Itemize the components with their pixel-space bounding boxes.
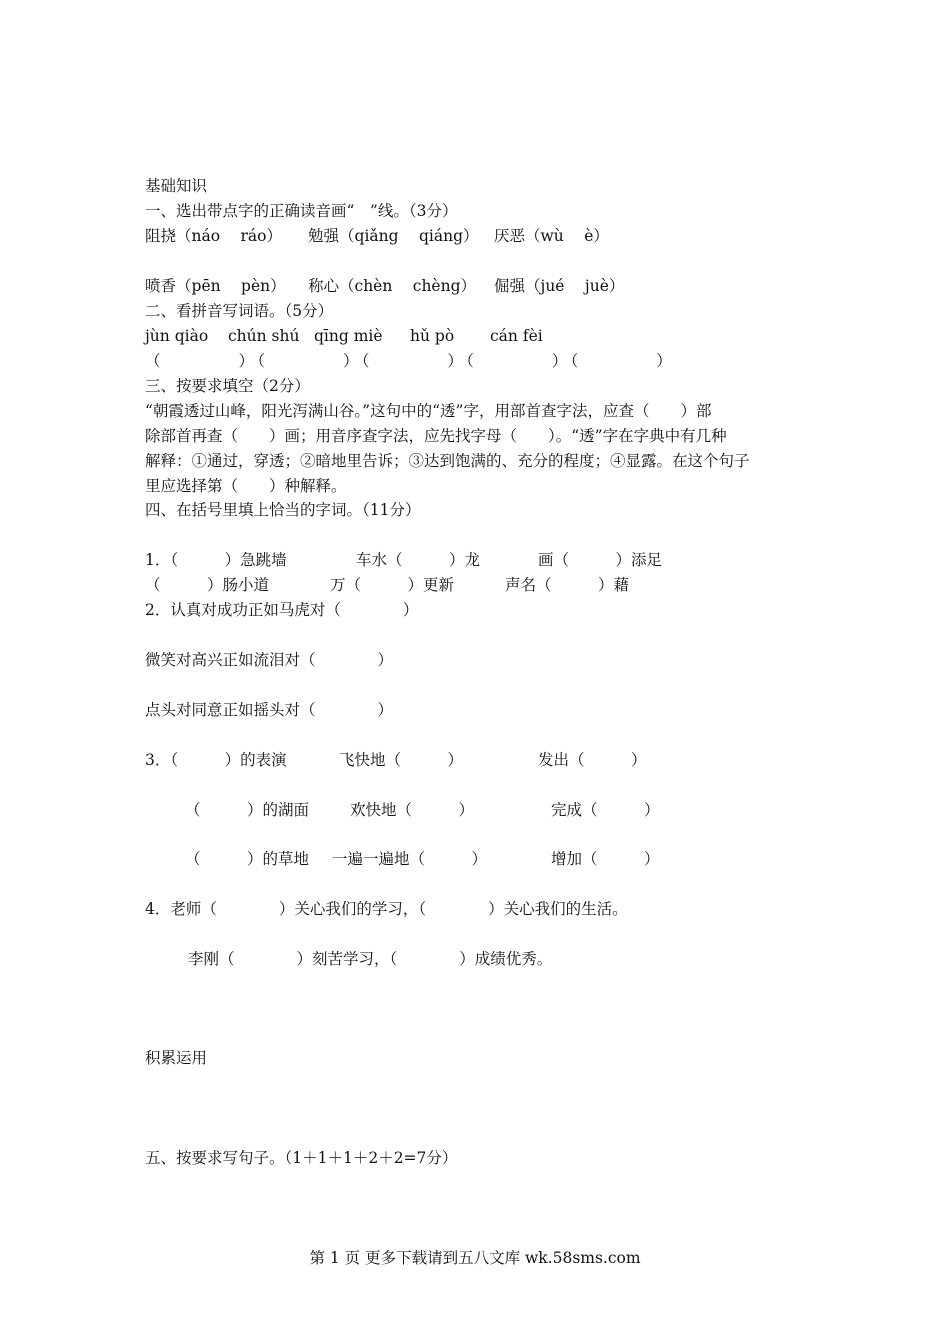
collocation-item: 飞快地（ ） xyxy=(339,751,464,769)
q1-item: 勉强（qiǎng qiáng） xyxy=(308,227,479,245)
analogy-line: 2．认真对成功正如马虎对（ ） xyxy=(145,601,419,619)
section-heading-basic: 基础知识 xyxy=(145,177,208,195)
pinyin-word: hǔ pò xyxy=(410,327,455,345)
question-1-title: 一、选出带点字的正确读音画“ ”线。（3分） xyxy=(145,202,458,220)
idiom-item: 1．（ ）急跳墙 xyxy=(145,551,287,569)
idiom-item: 车水（ ）龙 xyxy=(356,551,481,569)
q3-text-line: 里应选择第（ ）种解释。 xyxy=(145,477,347,495)
idiom-item: 声名（ ）藉 xyxy=(505,576,630,594)
conjunction-line: 4．老师（ ）关心我们的学习，（ ）关心我们的生活。 xyxy=(145,900,628,918)
analogy-line: 点头对同意正如摇头对（ ） xyxy=(145,701,394,719)
conjunction-line: 李刚（ ）刻苦学习，（ ）成绩优秀。 xyxy=(188,950,553,968)
idiom-item: 万（ ）更新 xyxy=(330,576,455,594)
answer-blanks[interactable]: （ ）（ ）（ ）（ ）（ ） xyxy=(145,352,676,370)
collocation-item: 完成（ ） xyxy=(551,801,660,819)
question-3-title: 三、按要求填空（2分） xyxy=(145,377,310,395)
collocation-item: 一遍一遍地（ ） xyxy=(332,850,488,868)
question-2-title: 二、看拼音写词语。（5分） xyxy=(145,302,334,320)
q1-item: 称心（chèn chèng） xyxy=(308,277,477,295)
collocation-item: （ ）的草地 xyxy=(185,850,310,868)
question-5-title: 五、按要求写句子。（1＋1＋1＋2＋2=7分） xyxy=(145,1149,458,1167)
collocation-item: 欢快地（ ） xyxy=(350,801,475,819)
collocation-item: 发出（ ） xyxy=(538,751,647,769)
q3-text-line: “朝霞透过山峰，阳光泻满山谷。”这句中的“透”字，用部首查字法，应查（ ）部 xyxy=(145,402,712,420)
pinyin-word: chún shú xyxy=(228,327,300,345)
pinyin-word: jùn qiào xyxy=(145,327,209,345)
q1-item: 阻挠（náo ráo） xyxy=(145,227,282,245)
idiom-item: （ ）肠小道 xyxy=(145,576,270,594)
section-heading-accumulate: 积累运用 xyxy=(145,1049,208,1067)
collocation-item: 增加（ ） xyxy=(551,850,660,868)
idiom-item: 画（ ）添足 xyxy=(538,551,663,569)
q3-text-line: 解释：①通过，穿透；②暗地里告诉；③达到饱满的、充分的程度；④显露。在这个句子 xyxy=(145,452,750,470)
analogy-line: 微笑对高兴正如流泪对（ ） xyxy=(145,651,394,669)
collocation-item: （ ）的湖面 xyxy=(185,801,310,819)
page-footer: 第 1 页 更多下载请到五八文库 wk.58sms.com xyxy=(309,1249,641,1267)
pinyin-word: cán fèi xyxy=(490,327,543,345)
q1-item: 倔强（jué juè） xyxy=(494,277,625,295)
pinyin-word: qīng miè xyxy=(314,327,383,345)
q1-item: 喷香（pēn pèn） xyxy=(145,277,286,295)
collocation-item: 3．（ ）的表演 xyxy=(145,751,287,769)
q3-text-line: 除部首再查（ ）画；用音序查字法，应先找字母（ ）。“透”字在字典中有几种 xyxy=(145,427,727,445)
q1-item: 厌恶（wù è） xyxy=(494,227,609,245)
question-4-title: 四、在括号里填上恰当的字词。（11分） xyxy=(145,501,421,519)
